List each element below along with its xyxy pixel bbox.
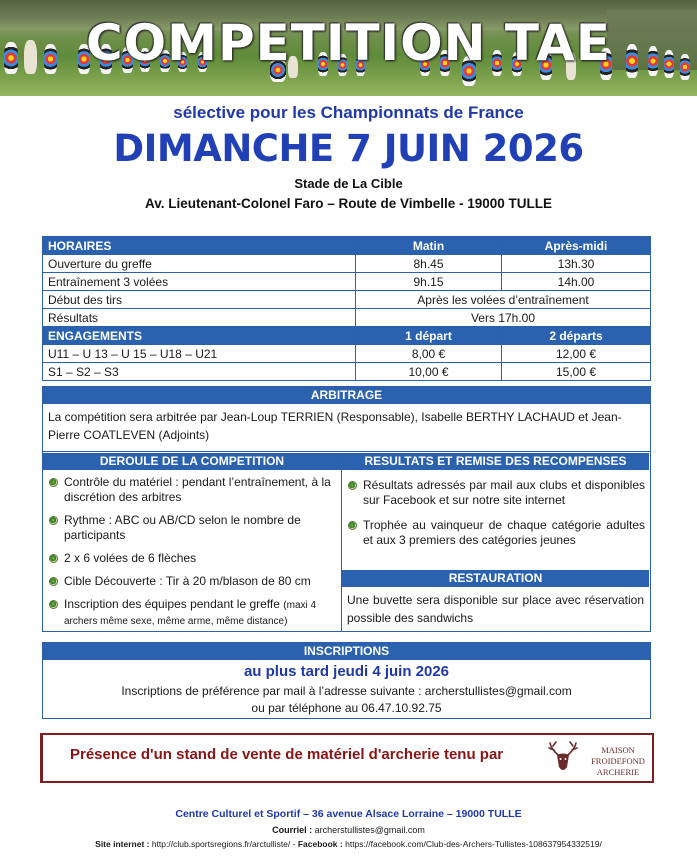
deer-logo-icon [545, 739, 581, 779]
inscriptions-line-email: Inscriptions de préférence par mail à l’adresse suivante : archerstullistes@gmail.com [121, 684, 572, 698]
list-item [43, 597, 337, 629]
row-value: 13h.30 [502, 255, 651, 273]
footer-links [0, 839, 697, 849]
header-cell: Matin [356, 237, 502, 255]
vendor-box [40, 733, 654, 783]
courriel-label: Courriel : [272, 825, 313, 835]
list-item [342, 518, 645, 548]
list-item [43, 574, 337, 589]
row-label: Résultats [43, 309, 356, 327]
arbitrage-text: La compétition sera arbitrée par Jean-Loup TERRIEN (Responsable), Isabelle BERTHY LACHAUD et Jean-Pierre COATLEVEN (Adjoints) [43, 404, 650, 452]
footer-courriel [0, 825, 697, 835]
bullet-icon [49, 478, 58, 487]
bullet-icon [49, 554, 58, 563]
inscriptions-title: INSCRIPTIONS [43, 643, 650, 660]
list-item [43, 513, 337, 543]
row-label: Entraînement 3 volées [43, 273, 356, 291]
row-value: 8h.45 [356, 255, 502, 273]
row-value: 9h.15 [356, 273, 502, 291]
list-item [43, 475, 337, 505]
row-label: Ouverture du greffe [43, 255, 356, 273]
bullet-icon [49, 600, 58, 609]
row-label: U11 – U 13 – U 15 – U18 – U21 [43, 345, 356, 363]
header-cell: 2 départs [502, 327, 651, 345]
bullet-icon [348, 521, 357, 530]
table-header-engagements [43, 327, 651, 345]
row-value: 15,00 € [502, 363, 651, 381]
row-value: 8,00 € [356, 345, 502, 363]
venue-address: Av. Lieutenant-Colonel Faro – Route de Vimbelle - 19000 TULLE [144, 196, 553, 211]
list-item-note: (maxi 4 archers même sexe, même arme, même distance) [64, 600, 317, 627]
list-item-text: Contrôle du matériel : pendant l’entraînement, à la discrétion des arbitres [64, 475, 331, 504]
banner-image [0, 0, 697, 96]
table-header-horaires [43, 237, 651, 255]
info-columns [43, 453, 649, 631]
deroulement-section [43, 453, 342, 631]
bullet-icon [49, 516, 58, 525]
list-item [342, 478, 645, 508]
inscriptions-line-phone: ou par téléphone au 06.47.10.92.75 [251, 701, 442, 715]
table-row [43, 363, 651, 381]
row-value: 12,00 € [502, 345, 651, 363]
table-row [43, 309, 651, 327]
resultats-section [342, 453, 649, 631]
list-item-text: Cible Découverte : Tir à 20 m/blason de 80 cm [64, 574, 311, 588]
courriel-link[interactable]: archerstullistes@gmail.com [314, 825, 425, 835]
row-label: S1 – S2 – S3 [43, 363, 356, 381]
inscriptions-deadline: au plus tard jeudi 4 juin 2026 [243, 663, 450, 680]
event-date: DIMANCHE 7 JUIN 2026 [113, 127, 584, 170]
restauration-section [342, 570, 649, 627]
banner-title: COMPETITION TAE [85, 14, 611, 72]
row-label: Début des tirs [43, 291, 356, 309]
row-value: Vers 17h.00 [356, 309, 651, 327]
bullet-icon [348, 481, 357, 490]
vendor-brand [583, 745, 653, 778]
list-item-text: Rythme : ABC ou AB/CD selon le nombre de participants [64, 513, 301, 542]
list-item [43, 551, 337, 566]
list-item-text: Trophée au vainqueur de chaque catégorie adultes et aux 3 premiers des catégories jeunes [363, 518, 645, 547]
list-item-text: Résultats adressés par mail aux clubs et disponibles sur Facebook et sur notre site internet [363, 478, 645, 507]
header-cell: Après-midi [502, 237, 651, 255]
table-row [43, 291, 651, 309]
facebook-link[interactable]: https://facebook.com/Club-des-Archers-Tullistes-108637954332519/ [345, 839, 602, 849]
header-cell: HORAIRES [43, 237, 356, 255]
deroulement-title: DEROULE DE LA COMPETITION [43, 453, 341, 470]
vendor-text: Présence d'un stand de vente de matériel d'archerie tenu par [70, 746, 504, 763]
restauration-text: Une buvette sera disponible sur place avec réservation possible des sandwichs [347, 593, 644, 625]
venue: Stade de La Cible [294, 176, 403, 191]
schedule-table [42, 236, 651, 381]
subtitle: sélective pour les Championnats de France [173, 103, 524, 122]
footer-separator: - [292, 839, 296, 849]
facebook-label: Facebook : [297, 839, 343, 849]
header-cell: 1 départ [356, 327, 502, 345]
resultats-title: RESULTATS ET REMISE DES RECOMPENSES [342, 453, 649, 470]
list-item-text: Inscription des équipes pendant le greffe [64, 597, 280, 611]
bullet-icon [49, 577, 58, 586]
row-value: Après les volées d’entraînement [356, 291, 651, 309]
vendor-brand-line2: ARCHERIE [596, 767, 640, 777]
row-value: 14h.00 [502, 273, 651, 291]
list-item-text: 2 x 6 volées de 6 flèches [64, 551, 197, 565]
arbitrage-title: ARBITRAGE [43, 387, 650, 404]
inscriptions-section [42, 642, 651, 719]
restauration-title: RESTAURATION [342, 570, 649, 587]
info-block [42, 386, 651, 632]
table-row [43, 255, 651, 273]
vendor-logo [545, 739, 653, 779]
header-cell: ENGAGEMENTS [43, 327, 356, 345]
footer-address: Centre Culturel et Sportif – 36 avenue Alsace Lorraine – 19000 TULLE [175, 808, 522, 820]
site-link[interactable]: http://club.sportsregions.fr/arctulliste/ [151, 839, 291, 849]
vendor-brand-line1: MAISON FROIDEFOND [591, 745, 645, 766]
table-row [43, 273, 651, 291]
table-row [43, 345, 651, 363]
row-value: 10,00 € [356, 363, 502, 381]
site-label: Site internet : [95, 839, 150, 849]
